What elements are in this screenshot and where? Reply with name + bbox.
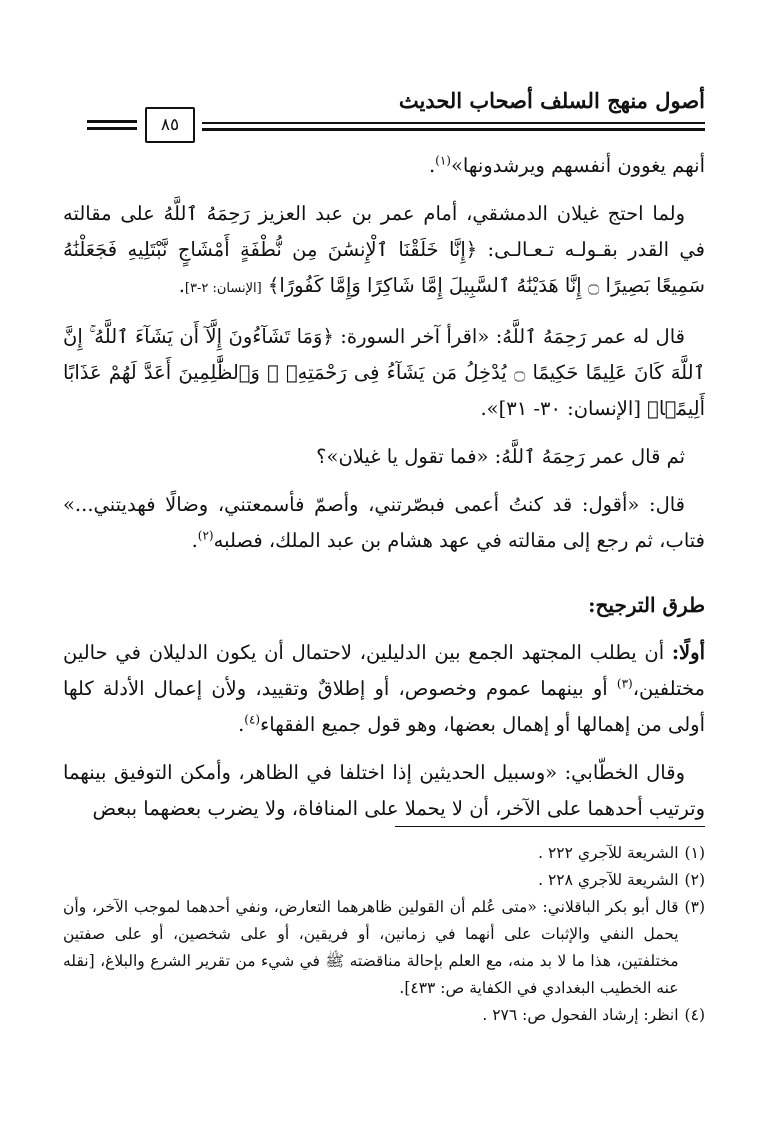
footnote-ref-1[interactable]: (١): [435, 153, 451, 168]
footnote-text: قال أبو بكر الباقلاني: «متى عُلم أن القولين ظاهرهما التعارض، ونفي أحدهما لموجب الآخر، وأن يحمل النفي والإثبات على أنهما في زمانين، أو فريقين، أو على شخصين، أو على صفتين مختلفتين، هذا ما لا بد منه، مع العلم بإحالة مناقضته ﷺ في شيء من تقرير الشرع والبلاغ، [نقله عنه الخطيب البغدادي في الكفاية ص: ٤٣٣].: [63, 898, 679, 997]
footnote-ref-3[interactable]: (٣): [616, 676, 633, 691]
item-lead: أولًا:: [671, 641, 705, 664]
footnote-ref-2[interactable]: (٢): [197, 528, 214, 543]
footnote: [63, 894, 705, 1002]
footnote-number: (٢): [684, 871, 705, 889]
page-number: ٨٥: [145, 107, 195, 143]
footnote-text: الشريعة للآجري ٢٢٨ .: [538, 871, 679, 889]
footnote: [63, 840, 705, 867]
paragraph-7: وقال الخطّابي: «وسبيل الحديثين إذا اختلفا في الظاهر، وأمكن التوفيق بينهما وترتيب أحدهما على الآخر، أن لا يحملا على المنافاة، ولا يضرب بعضهما ببعض: [63, 761, 705, 820]
footnote: [63, 867, 705, 894]
left-ornament-rule: [87, 120, 137, 123]
footnote-text: الشريعة للآجري ٢٢٢ .: [538, 844, 679, 862]
footnote: [63, 1002, 705, 1029]
verse-reference: [الإنسان: ٢-٣]: [184, 281, 262, 296]
paragraph-6: أولًا: أن يطلب المجتهد الجمع بين الدليلين، لاحتمال أن يكون الدليلان في حالين مختلفين،$^{(٣)}$ أو بينهما عموم وخصوص، أو إطلاقٌ وتقييد، ولأن إعمال الأدلة كلها أولى من إهمالها أو إهمال بعضها، وهو قول جميع الفقهاء$^{(٤)}$.: [63, 641, 705, 736]
footnote-text: انظر: إرشاد الفحول ص: ٢٧٦ .: [482, 1006, 679, 1024]
header-rule-thick: [202, 128, 705, 131]
running-title: أصول منهج السلف أصحاب الحديث: [398, 88, 705, 113]
footnotes: [63, 840, 705, 1029]
header-rule: [202, 122, 705, 124]
paragraph-4: ثم قال عمر رَحِمَهُ ٱللَّهُ: «فما تقول يا غيلان»؟: [316, 445, 685, 468]
paragraph-1: أنهم يغوون أنفسهم ويرشدونها»$^{(١)}$.: [428, 153, 705, 177]
left-ornament-rule-2: [87, 127, 137, 130]
footnote-number: (٤): [684, 1006, 705, 1024]
verse-reference: [الإنسان: ٣٠- ٣١]».: [480, 397, 641, 420]
section-heading: طرق الترجيح:: [588, 593, 705, 617]
paragraph-2: ولما احتج غيلان الدمشقي، أمام عمر بن عبد العزيز رَحِمَهُ ٱللَّهُ على مقالته في القدر بقـولـه تـعـالـى: ﴿إِنَّا خَلَقْنَا ٱلْإِنسَٰنَ مِن نُّطْفَةٍ أَمْشَاجٍ نَّبْتَلِيهِ فَجَعَلْنَٰهُ سَمِيعًا بَصِيرًا ۝ إِنَّا هَدَيْنَٰهُ ٱلسَّبِيلَ إِمَّا شَاكِرًا وَإِمَّا كَفُورًا﴾ [الإنسان: ٢-٣].: [63, 202, 705, 297]
footnote-number: (١): [684, 844, 705, 862]
paragraph-5: قال: «أقول: قد كنتُ أعمى فبصّرتني، وأصمّ فأسمعتني، وضالًا فهديتني...» فتاب، ثم رجع إلى مقالته في عهد هشام بن عبد الملك، فصلبه$^{(٢)}$.: [63, 493, 705, 552]
footnote-number: (٣): [684, 898, 705, 916]
paragraph-3: قال له عمر رَحِمَهُ ٱللَّهُ: «اقرأ آخر السورة: ﴿وَمَا تَشَآءُونَ إِلَّآ أَن يَشَآءَ ٱللَّهُ ۚ إِنَّ ٱللَّهَ كَانَ عَلِيمًا حَكِيمًا ۝ يُدْخِلُ مَن يَشَآءُ فِى رَحْمَتِهِۦ ۚ وَٱلظَّٰلِمِينَ أَعَدَّ لَهُمْ عَذَابًا أَلِيمًۢا﴾ [الإنسان: ٣٠- ٣١]».: [63, 325, 706, 420]
footnote-separator: [395, 826, 705, 827]
quran-verse: ﴿إِنَّا خَلَقْنَا ٱلْإِنسَٰنَ مِن نُّطْفَةٍ أَمْشَاجٍ نَّبْتَلِيهِ فَجَعَلْنَٰهُ سَمِيعًا بَصِيرًا ۝ إِنَّا هَدَيْنَٰهُ ٱلسَّبِيلَ إِمَّا شَاكِرًا وَإِمَّا كَفُورًا﴾: [63, 238, 705, 297]
quran-verse: ﴿وَمَا تَشَآءُونَ إِلَّآ أَن يَشَآءَ ٱللَّهُ ۚ إِنَّ ٱللَّهَ كَانَ عَلِيمًا حَكِيمًا ۝ يُدْخِلُ مَن يَشَآءُ فِى رَحْمَتِهِۦ ۚ وَٱلظَّٰلِمِينَ أَعَدَّ لَهُمْ عَذَابًا أَلِيمًۢا﴾: [63, 325, 706, 420]
footnote-ref-4[interactable]: (٤): [244, 712, 261, 727]
main-text: [63, 148, 705, 839]
